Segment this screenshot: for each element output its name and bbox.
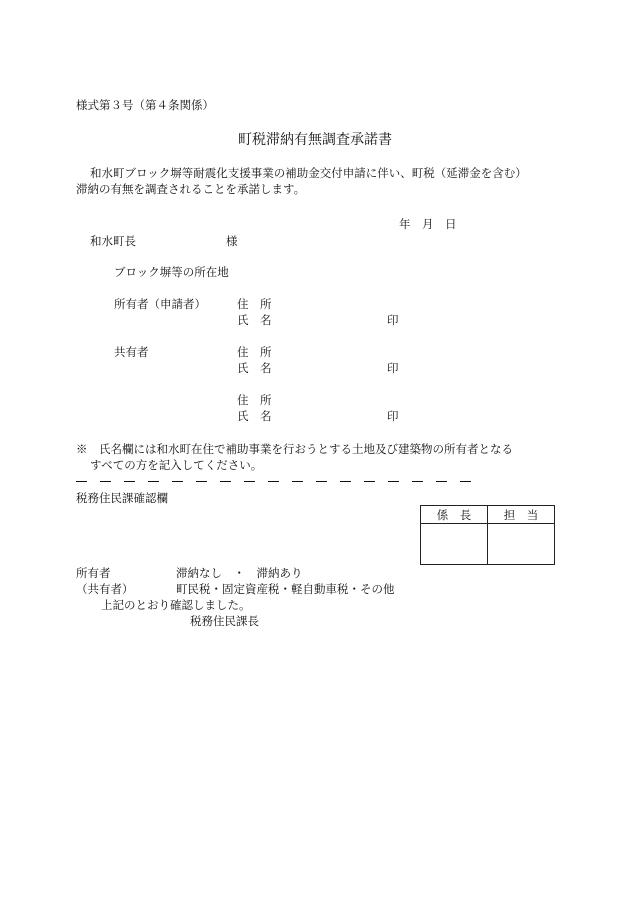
addressee-honorific: 様 <box>226 234 238 248</box>
department-head: 税務住民課長 <box>190 614 259 628</box>
tax-types: 町民税・固定資産税・軽自動車税・その他 <box>176 582 395 596</box>
stamp-cell-staff <box>488 524 555 565</box>
owner-seal: 印 <box>387 313 399 327</box>
cut-line <box>76 475 466 489</box>
status-options: 滞納なし ・ 滞納あり <box>176 566 303 580</box>
co-owner2-name-label: 氏 名 <box>237 409 272 423</box>
confirm-co-owner-label: （共有者） <box>76 582 134 596</box>
co-owner2-seal: 印 <box>387 409 399 423</box>
co-owner-seal: 印 <box>387 361 399 375</box>
confirm-owner-label: 所有者 <box>76 566 111 580</box>
stamp-cell-chief <box>421 524 488 565</box>
table-header-staff: 担 当 <box>488 506 555 524</box>
co-owner-name-label: 氏 名 <box>237 361 272 375</box>
date-line: 年 月 日 <box>399 217 457 231</box>
confirmed-text: 上記のとおり確認しました。 <box>101 598 251 612</box>
note-line-2: すべての方を記入してください。 <box>90 458 263 472</box>
co-owner2-address-label: 住 所 <box>237 393 272 407</box>
owner-name-label: 氏 名 <box>237 313 272 327</box>
location-label: ブロック塀等の所在地 <box>114 265 229 279</box>
form-number: 様式第３号（第４条関係） <box>76 98 214 112</box>
intro-line-1: 和水町ブロック塀等耐震化支援事業の補助金交付申請に伴い、町税（延滞金を含む） <box>90 166 527 180</box>
note-line-1: ※ 氏名欄には和水町在住で補助事業を行おうとする土地及び建築物の所有者となる <box>76 442 513 456</box>
co-owner-label: 共有者 <box>114 345 149 359</box>
intro-line-2: 滞納の有無を調査されることを承諾します。 <box>76 182 306 196</box>
addressee-name: 和水町長 <box>90 234 136 248</box>
document-title: 町税滞納有無調査承諾書 <box>238 132 392 148</box>
confirmation-section-label: 税務住民課確認欄 <box>76 491 168 505</box>
approval-stamp-table <box>420 505 555 565</box>
owner-label: 所有者（申請者） <box>114 297 206 311</box>
co-owner-address-label: 住 所 <box>237 345 272 359</box>
table-header-chief: 係 長 <box>421 506 488 524</box>
owner-address-label: 住 所 <box>237 297 272 311</box>
